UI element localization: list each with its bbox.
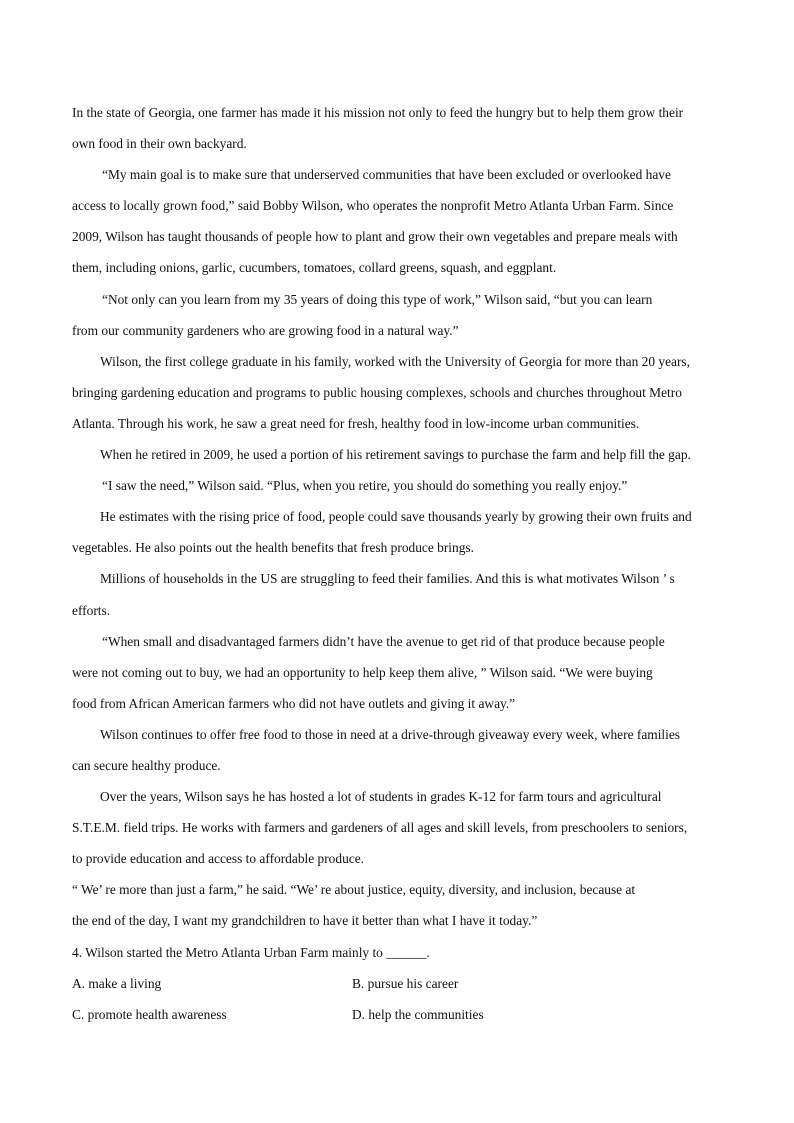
passage-line: “ We’ re more than just a farm,” he said. “We’ re about justice, equity, diversity, and inclusion, because at bbox=[72, 882, 636, 898]
passage-line: Atlanta. Through his work, he saw a great need for fresh, healthy food in low-income urban communities. bbox=[72, 415, 640, 431]
passage-line: He estimates with the rising price of food, people could save thousands yearly by growing their own fruits and bbox=[100, 509, 692, 525]
passage-line: Over the years, Wilson says he has hosted a lot of students in grades K-12 for farm tours and agricultural bbox=[100, 789, 662, 805]
question-number: 4 bbox=[72, 944, 79, 960]
option-b[interactable]: B. pursue his career bbox=[352, 975, 459, 991]
passage-line: vegetables. He also points out the health benefits that fresh produce brings. bbox=[72, 540, 474, 556]
passage-line: from our community gardeners who are growing food in a natural way.” bbox=[72, 322, 459, 338]
options-row bbox=[72, 999, 724, 1030]
passage-line: them, including onions, garlic, cucumbers, tomatoes, collard greens, squash, and eggplant. bbox=[72, 260, 557, 276]
passage-line: Millions of households in the US are struggling to feed their families. And this is what motivates Wilson ’ s bbox=[100, 571, 675, 587]
passage-line: the end of the day, I want my grandchildren to have it better than what I have it today.” bbox=[72, 913, 538, 929]
passage-line: to provide education and access to affordable produce. bbox=[72, 851, 364, 867]
passage-line: “When small and disadvantaged farmers didn’t have the avenue to get rid of that produce because people bbox=[102, 633, 665, 649]
passage-line: In the state of Georgia, one farmer has made it his mission not only to feed the hungry but to help them grow their bbox=[72, 105, 684, 120]
question-text: . Wilson started the Metro Atlanta Urban Farm mainly to ______. bbox=[78, 944, 430, 960]
passage-line: 2009, Wilson has taught thousands of people how to plant and grow their own vegetables and prepare meals with bbox=[72, 229, 678, 245]
passage-line: can secure healthy produce. bbox=[72, 757, 221, 773]
passage-line: Wilson, the first college graduate in his family, worked with the University of Georgia for more than 20 years, bbox=[100, 353, 690, 369]
passage-line: When he retired in 2009, he used a portion of his retirement savings to purchase the farm and help fill the gap. bbox=[100, 447, 691, 463]
question-stem bbox=[72, 937, 724, 968]
option-c[interactable]: C. promote health awareness bbox=[72, 1006, 227, 1022]
passage-line: access to locally grown food,” said Bobby Wilson, who operates the nonprofit Metro Atlanta Urban Farm. Since bbox=[72, 198, 674, 214]
passage-line: efforts. bbox=[72, 602, 111, 618]
passage-line: bringing gardening education and programs to public housing complexes, schools and churches throughout Metro bbox=[72, 384, 682, 400]
passage-line: Wilson continues to offer free food to those in need at a drive-through giveaway every week, where families bbox=[100, 726, 681, 742]
passage-line: “Not only can you learn from my 35 years of doing this type of work,” Wilson said, “but you can learn bbox=[102, 291, 653, 307]
passage-line: were not coming out to buy, we had an opportunity to help keep them alive, ” Wilson said. “We were buying bbox=[72, 664, 653, 680]
passage bbox=[72, 97, 724, 1030]
options-row bbox=[72, 968, 724, 999]
passage-line: “I saw the need,” Wilson said. “Plus, when you retire, you should do something you really enjoy.” bbox=[102, 478, 628, 494]
passage-line: own food in their own backyard. bbox=[72, 136, 247, 152]
option-a[interactable]: A. make a living bbox=[72, 975, 162, 991]
passage-line: “My main goal is to make sure that underserved communities that have been excluded or overlooked have bbox=[102, 167, 671, 183]
option-d[interactable]: D. help the communities bbox=[352, 1006, 484, 1022]
passage-line: S.T.E.M. field trips. He works with farmers and gardeners of all ages and skill levels, from preschoolers to seniors, bbox=[72, 820, 688, 836]
passage-line: food from African American farmers who did not have outlets and giving it away.” bbox=[72, 695, 516, 711]
